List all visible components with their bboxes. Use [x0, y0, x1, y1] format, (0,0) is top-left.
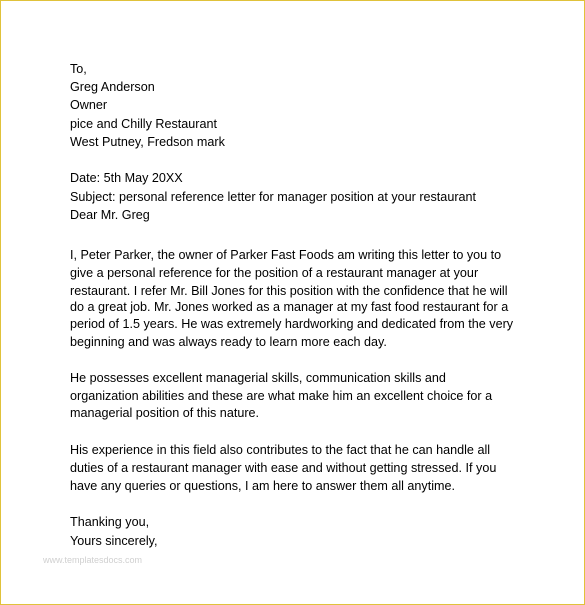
paragraph-3-line: duties of a restaurant manager with ease and without getting stressed. If you	[70, 461, 497, 475]
recipient-title: Owner	[70, 98, 108, 112]
letter-date: Date: 5th May 20XX	[70, 171, 183, 185]
recipient-address: West Putney, Fredson mark	[70, 135, 225, 149]
paragraph-1-line: restaurant. I refer Mr. Bill Jones for this position with the confidence that he will	[70, 284, 508, 298]
recipient-name: Greg Anderson	[70, 80, 155, 94]
paragraph-2-line: organization abilities and these are what make him an excellent choice for a	[70, 389, 493, 403]
salutation-to: To,	[70, 62, 87, 76]
paragraph-2-line: He possesses excellent managerial skills, communication skills and	[70, 371, 446, 385]
closing-sincerely: Yours sincerely,	[70, 534, 158, 548]
paragraph-3-line: His experience in this field also contributes to the fact that he can handle all	[70, 443, 491, 457]
paragraph-1-line: beginning and was always ready to learn more each day.	[70, 335, 387, 349]
recipient-company: pice and Chilly Restaurant	[70, 117, 218, 131]
watermark: www.templatesdocs.com	[43, 555, 143, 565]
paragraph-1-line: I, Peter Parker, the owner of Parker Fast Foods am writing this letter to you to	[70, 248, 502, 262]
paragraph-1-line: period of 1.5 years. He was extremely hardworking and dedicated from the very	[70, 317, 514, 331]
letter-greeting: Dear Mr. Greg	[70, 208, 150, 222]
paragraph-2-line: managerial position of this nature.	[70, 406, 260, 420]
paragraph-3-line: have any queries or questions, I am here to answer them all anytime.	[70, 479, 456, 493]
letter-subject: Subject: personal reference letter for manager position at your restaurant	[70, 190, 477, 204]
closing-thanks: Thanking you,	[70, 515, 150, 529]
paragraph-1-line: do a great job. Mr. Jones worked as a manager at my fast food restaurant for a	[70, 300, 509, 314]
paragraph-1-line: give a personal reference for the position of a restaurant manager at your	[70, 266, 479, 280]
